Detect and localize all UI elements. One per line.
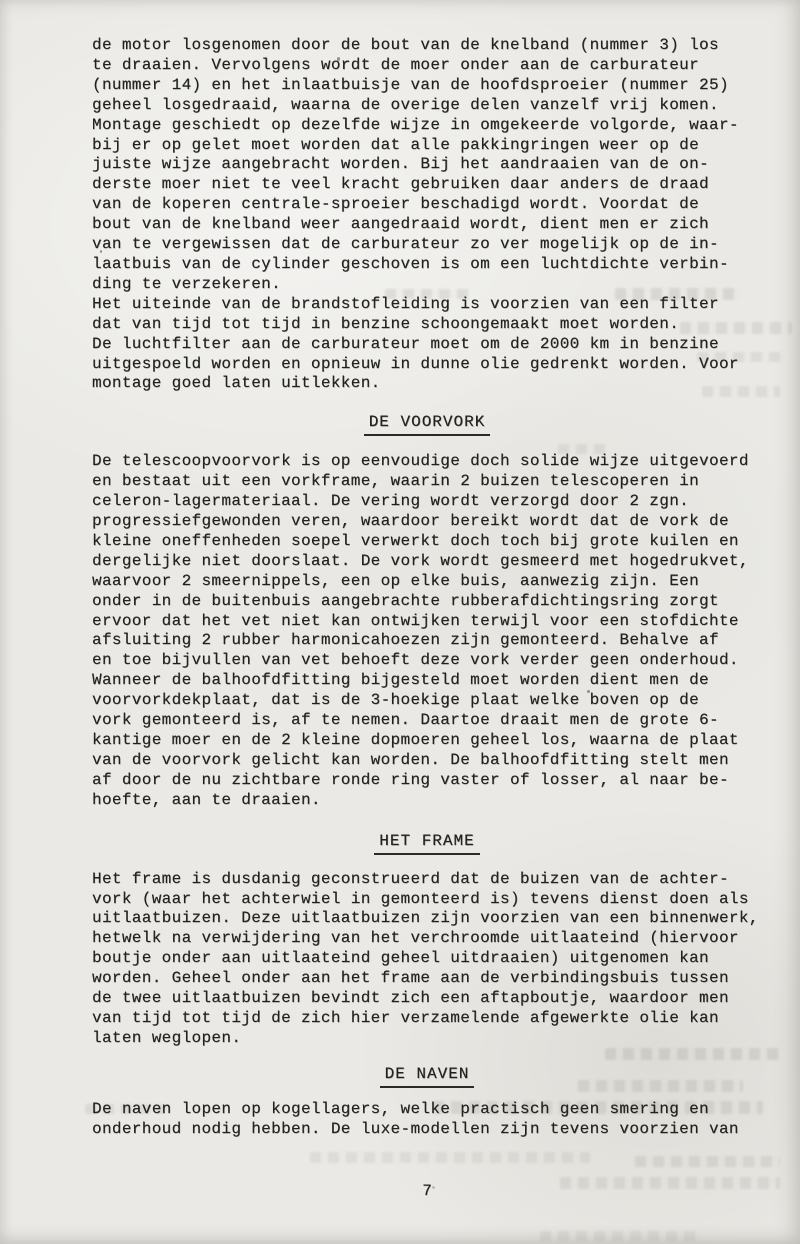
text-line: vork (waar het achterwiel in gemonteerd is) tevens dienst doen als xyxy=(92,889,749,908)
text-line: laten weglopen. xyxy=(92,1028,242,1047)
text-line: Montage geschiedt op dezelfde wijze in omgekeerde volgorde, waar- xyxy=(92,115,739,134)
text-line: onderhoud nodig hebben. De luxe-modellen zijn tevens voorzien van xyxy=(92,1119,739,1138)
bleedthrough-smudge xyxy=(540,1231,700,1241)
text-line: montage goed laten uitlekken. xyxy=(92,374,381,393)
text-line: geheel losgedraaid, waarna de overige delen vanzelf vrij komen. xyxy=(92,95,719,114)
text-line: De naven lopen op kogellagers, welke practisch geen smering en xyxy=(92,1099,709,1118)
text-line: uitlaatbuizen. Deze uitlaatbuizen zijn voorzien van een binnenwerk, xyxy=(92,909,759,928)
section-body xyxy=(92,870,762,1049)
text-line: te draaien. Vervolgens wordt de moer onder aan de carburateur xyxy=(92,55,700,74)
text-line: celeron-lagermateriaal. De vering wordt verzorgd door 2 zgn. xyxy=(92,492,690,511)
text-line: Het frame is dusdanig geconstrueerd dat de buizen van de achter- xyxy=(92,869,729,888)
text-line: en toe bijvullen van vet behoeft deze vork verder geen onderhoud. xyxy=(92,651,739,670)
text-line: de motor losgenomen door de bout van de knelband (nummer 3) los xyxy=(92,36,719,54)
text-line: van de voorvork gelicht kan worden. De balhoofdfitting stelt men xyxy=(92,750,729,769)
section-voorvork xyxy=(92,412,762,810)
text-line: progressiefgewonden veren, waardoor bereikt wordt dat de vork de xyxy=(92,512,729,531)
text-line: bij er op gelet moet worden dat alle pakkingringen weer op de xyxy=(92,135,700,154)
text-line: en bestaat uit een vorkframe, waarin 2 buizen telescoperen in xyxy=(92,472,700,491)
text-line: kleine oneffenheden soepel verwerkt doch toch bij grote kuilen en xyxy=(92,531,739,550)
text-line: laatbuis van de cylinder geschoven is om een luchtdichte verbin- xyxy=(92,254,729,273)
section-heading: DE VOORVORK xyxy=(364,412,491,436)
section-heading-row xyxy=(92,1064,762,1088)
text-line: voorvorkdekplaat, dat is de 3-hoekige plaat welke boven op de xyxy=(92,691,700,710)
text-line: van de koperen centrale-sproeier beschadigd wordt. Voordat de xyxy=(92,195,700,214)
text-column xyxy=(92,36,762,1200)
text-line: afsluiting 2 rubber harmonicahoezen zijn gemonteerd. Behalve af xyxy=(92,631,719,650)
text-line: ervoor dat het vet niet kan ontwijken terwijl voor een stofdichte xyxy=(92,611,739,630)
text-line: hetwelk na verwijdering van het verchroomde uitlaateind (hiervoor xyxy=(92,929,739,948)
text-line: Het uiteinde van de brandstofleiding is voorzien van een filter xyxy=(92,294,719,313)
text-line: onder in de buitenbuis aangebrachte rubberafdichtingsring zorgt xyxy=(92,591,719,610)
section-body xyxy=(92,36,762,394)
text-line: vork gemonteerd is, af te nemen. Daartoe draait men de grote 6- xyxy=(92,711,719,730)
text-line: De luchtfilter aan de carburateur moet om de 2000 km in benzine xyxy=(92,334,719,353)
text-line: hoefte, aan te draaien. xyxy=(92,790,321,809)
text-line: derste moer niet te veel kracht gebruiken daar anders de draad xyxy=(92,175,709,194)
section-heading-row xyxy=(92,831,762,855)
text-line: De telescoopvoorvork is op eenvoudige doch solide wijze uitgevoerd xyxy=(92,452,749,471)
text-line: af door de nu zichtbare ronde ring vaster of losser, al naar be- xyxy=(92,770,729,789)
text-line: boutje onder aan uitlaateind geheel uitdraaien) uitgenomen kan xyxy=(92,949,709,968)
text-line: (nummer 14) en het inlaatbuisje van de hoofdsproeier (nummer 25) xyxy=(92,75,729,94)
section-body xyxy=(92,452,762,810)
text-line: waarvoor 2 smeernippels, een op elke buis, aanwezig zijn. Een xyxy=(92,571,700,590)
section-frame xyxy=(92,831,762,1049)
text-line: worden. Geheel onder aan het frame aan de verbindingsbuis tussen xyxy=(92,969,729,988)
text-line: Wanneer de balhoofdfitting bijgesteld moet worden dient men de xyxy=(92,671,709,690)
text-line: dat van tijd tot tijd in benzine schoongemaakt moet worden. xyxy=(92,314,680,333)
page-number: 7 xyxy=(422,1181,432,1200)
section-heading-row xyxy=(92,412,762,436)
text-line: bout van de knelband weer aangedraaid wordt, dient men er zich xyxy=(92,215,709,234)
text-line: ding te verzekeren. xyxy=(92,274,282,293)
text-line: juiste wijze aangebracht worden. Bij het aandraaien van de on- xyxy=(92,155,709,174)
text-line: de twee uitlaatbuizen bevindt zich een aftapboutje, waardoor men xyxy=(92,989,729,1008)
text-line: van te vergewissen dat de carburateur zo ver mogelijk op de in- xyxy=(92,235,719,254)
section-intro xyxy=(92,36,762,394)
section-heading: HET FRAME xyxy=(374,831,479,855)
section-heading: DE NAVEN xyxy=(380,1064,475,1088)
text-line: van tijd tot tijd de zich hier verzamelende afgewerkte olie kan xyxy=(92,1008,719,1027)
text-line: dergelijke niet doorslaat. De vork wordt gesmeerd met hogedrukvet, xyxy=(92,551,749,570)
text-line: uitgespoeld worden en opnieuw in dunne olie gedrenkt worden. Voor xyxy=(92,354,739,373)
section-body xyxy=(92,1100,762,1140)
text-line: kantige moer en de 2 kleine dopmoeren geheel los, waarna de plaat xyxy=(92,731,739,749)
section-naven xyxy=(92,1064,762,1140)
